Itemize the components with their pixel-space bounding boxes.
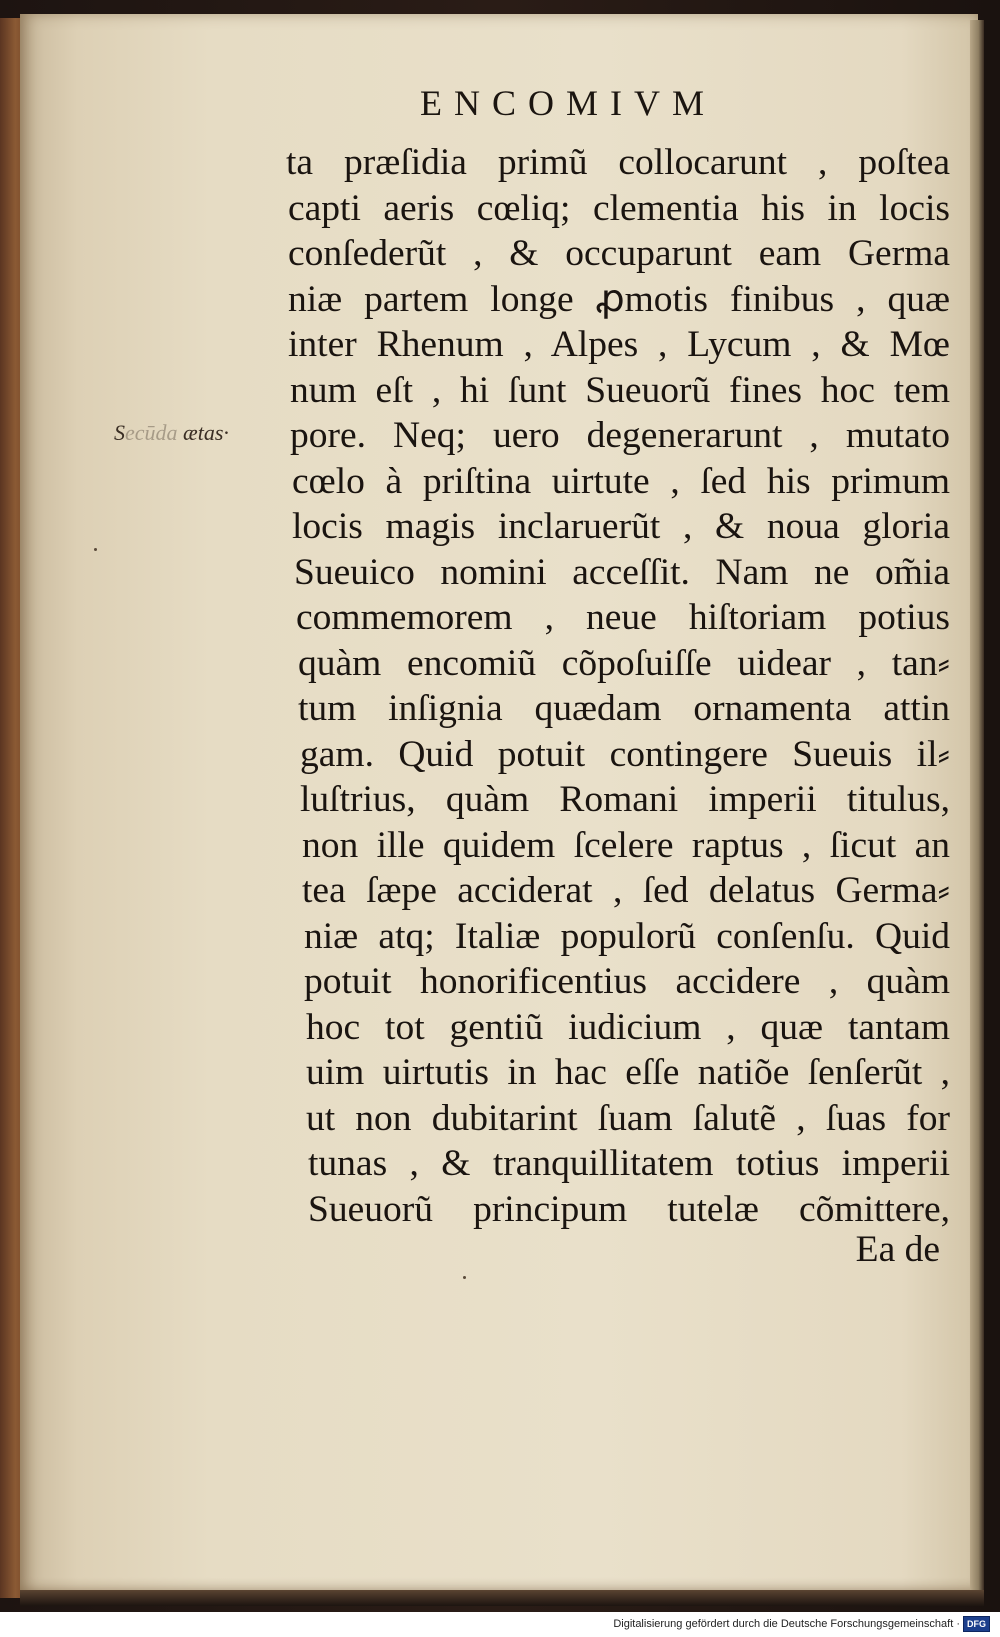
ink-speck: [94, 548, 97, 551]
text-line: niæ partem longe ꝓmotis finibus , quæ: [288, 278, 950, 320]
text-line: Sueuorũ principum tutelæ cõmittere,: [308, 1188, 950, 1230]
text-line: gam. Quid potuit contingere Sueuis il⸗: [300, 733, 950, 775]
text-line: commemorem , neue hiſtoriam potius: [296, 597, 950, 638]
dfg-logo-icon: DFG: [963, 1616, 990, 1632]
page-edge: [970, 20, 984, 1595]
text-line: pore. Neq; uero degenerarunt , mutato: [290, 415, 950, 456]
text-line: locis magis inclaruerũt , & noua gloria: [292, 506, 950, 547]
catchword: Ea de: [855, 1229, 940, 1270]
marginal-note: [114, 420, 274, 446]
marginal-note-initial: S: [114, 420, 125, 445]
text-line: niæ atq; Italiæ populorũ conſenſu. Quid: [304, 915, 950, 957]
footer-credit: Digitalisierung gefördert durch die Deutsche Forschungsgemeinschaft ·: [613, 1618, 960, 1630]
text-line: ta præſidia primũ collocarunt , poſtea: [286, 142, 950, 183]
text-line: conſederũt , & occuparunt eam Germa: [288, 233, 950, 274]
marginal-note-faded: ecūda: [125, 420, 178, 445]
page-bottom-shadow: [20, 1590, 984, 1606]
text-line: cœlo à priſtina uirtute , ſed his primum: [292, 460, 950, 502]
text-line: hoc tot gentiũ iudicium , quæ tantam: [306, 1006, 950, 1048]
marginal-note-end: ætas·: [177, 420, 229, 445]
text-line: tum inſignia quædam ornamenta attin: [298, 688, 950, 729]
digitization-footer: [560, 1614, 990, 1634]
text-line: ut non dubitarint ſuam ſalutẽ , ſuas for: [306, 1097, 950, 1139]
text-line: num eſt , hi ſunt Sueuorũ fines hoc tem: [290, 369, 950, 411]
text-line: tunas , & tranquillitatem totius imperii: [308, 1143, 950, 1184]
text-line: capti aeris cœliq; clementia his in locis: [288, 187, 950, 229]
ink-speck: [463, 1276, 466, 1279]
text-line: Sueuico nomini acceſſit. Nam ne om̃ia: [294, 551, 950, 593]
text-line: inter Rhenum , Alpes , Lycum , & Mœ: [288, 324, 950, 365]
text-line: uim uirtutis in hac eſſe natiõe ſenſerũt ,: [306, 1052, 950, 1093]
text-line: luſtrius, quàm Romani imperii titulus,: [300, 779, 950, 820]
text-line: quàm encomiũ cõpoſuiſſe uidear , tan⸗: [298, 642, 950, 684]
text-line: non ille quidem ſcelere raptus , ſicut an: [302, 824, 950, 866]
text-line: tea ſæpe acciderat , ſed delatus Germa⸗: [302, 870, 950, 911]
text-line: potuit honorificentius accidere , quàm: [304, 961, 950, 1002]
running-head: ENCOMIVM: [420, 83, 717, 123]
body-text: [286, 140, 950, 1232]
